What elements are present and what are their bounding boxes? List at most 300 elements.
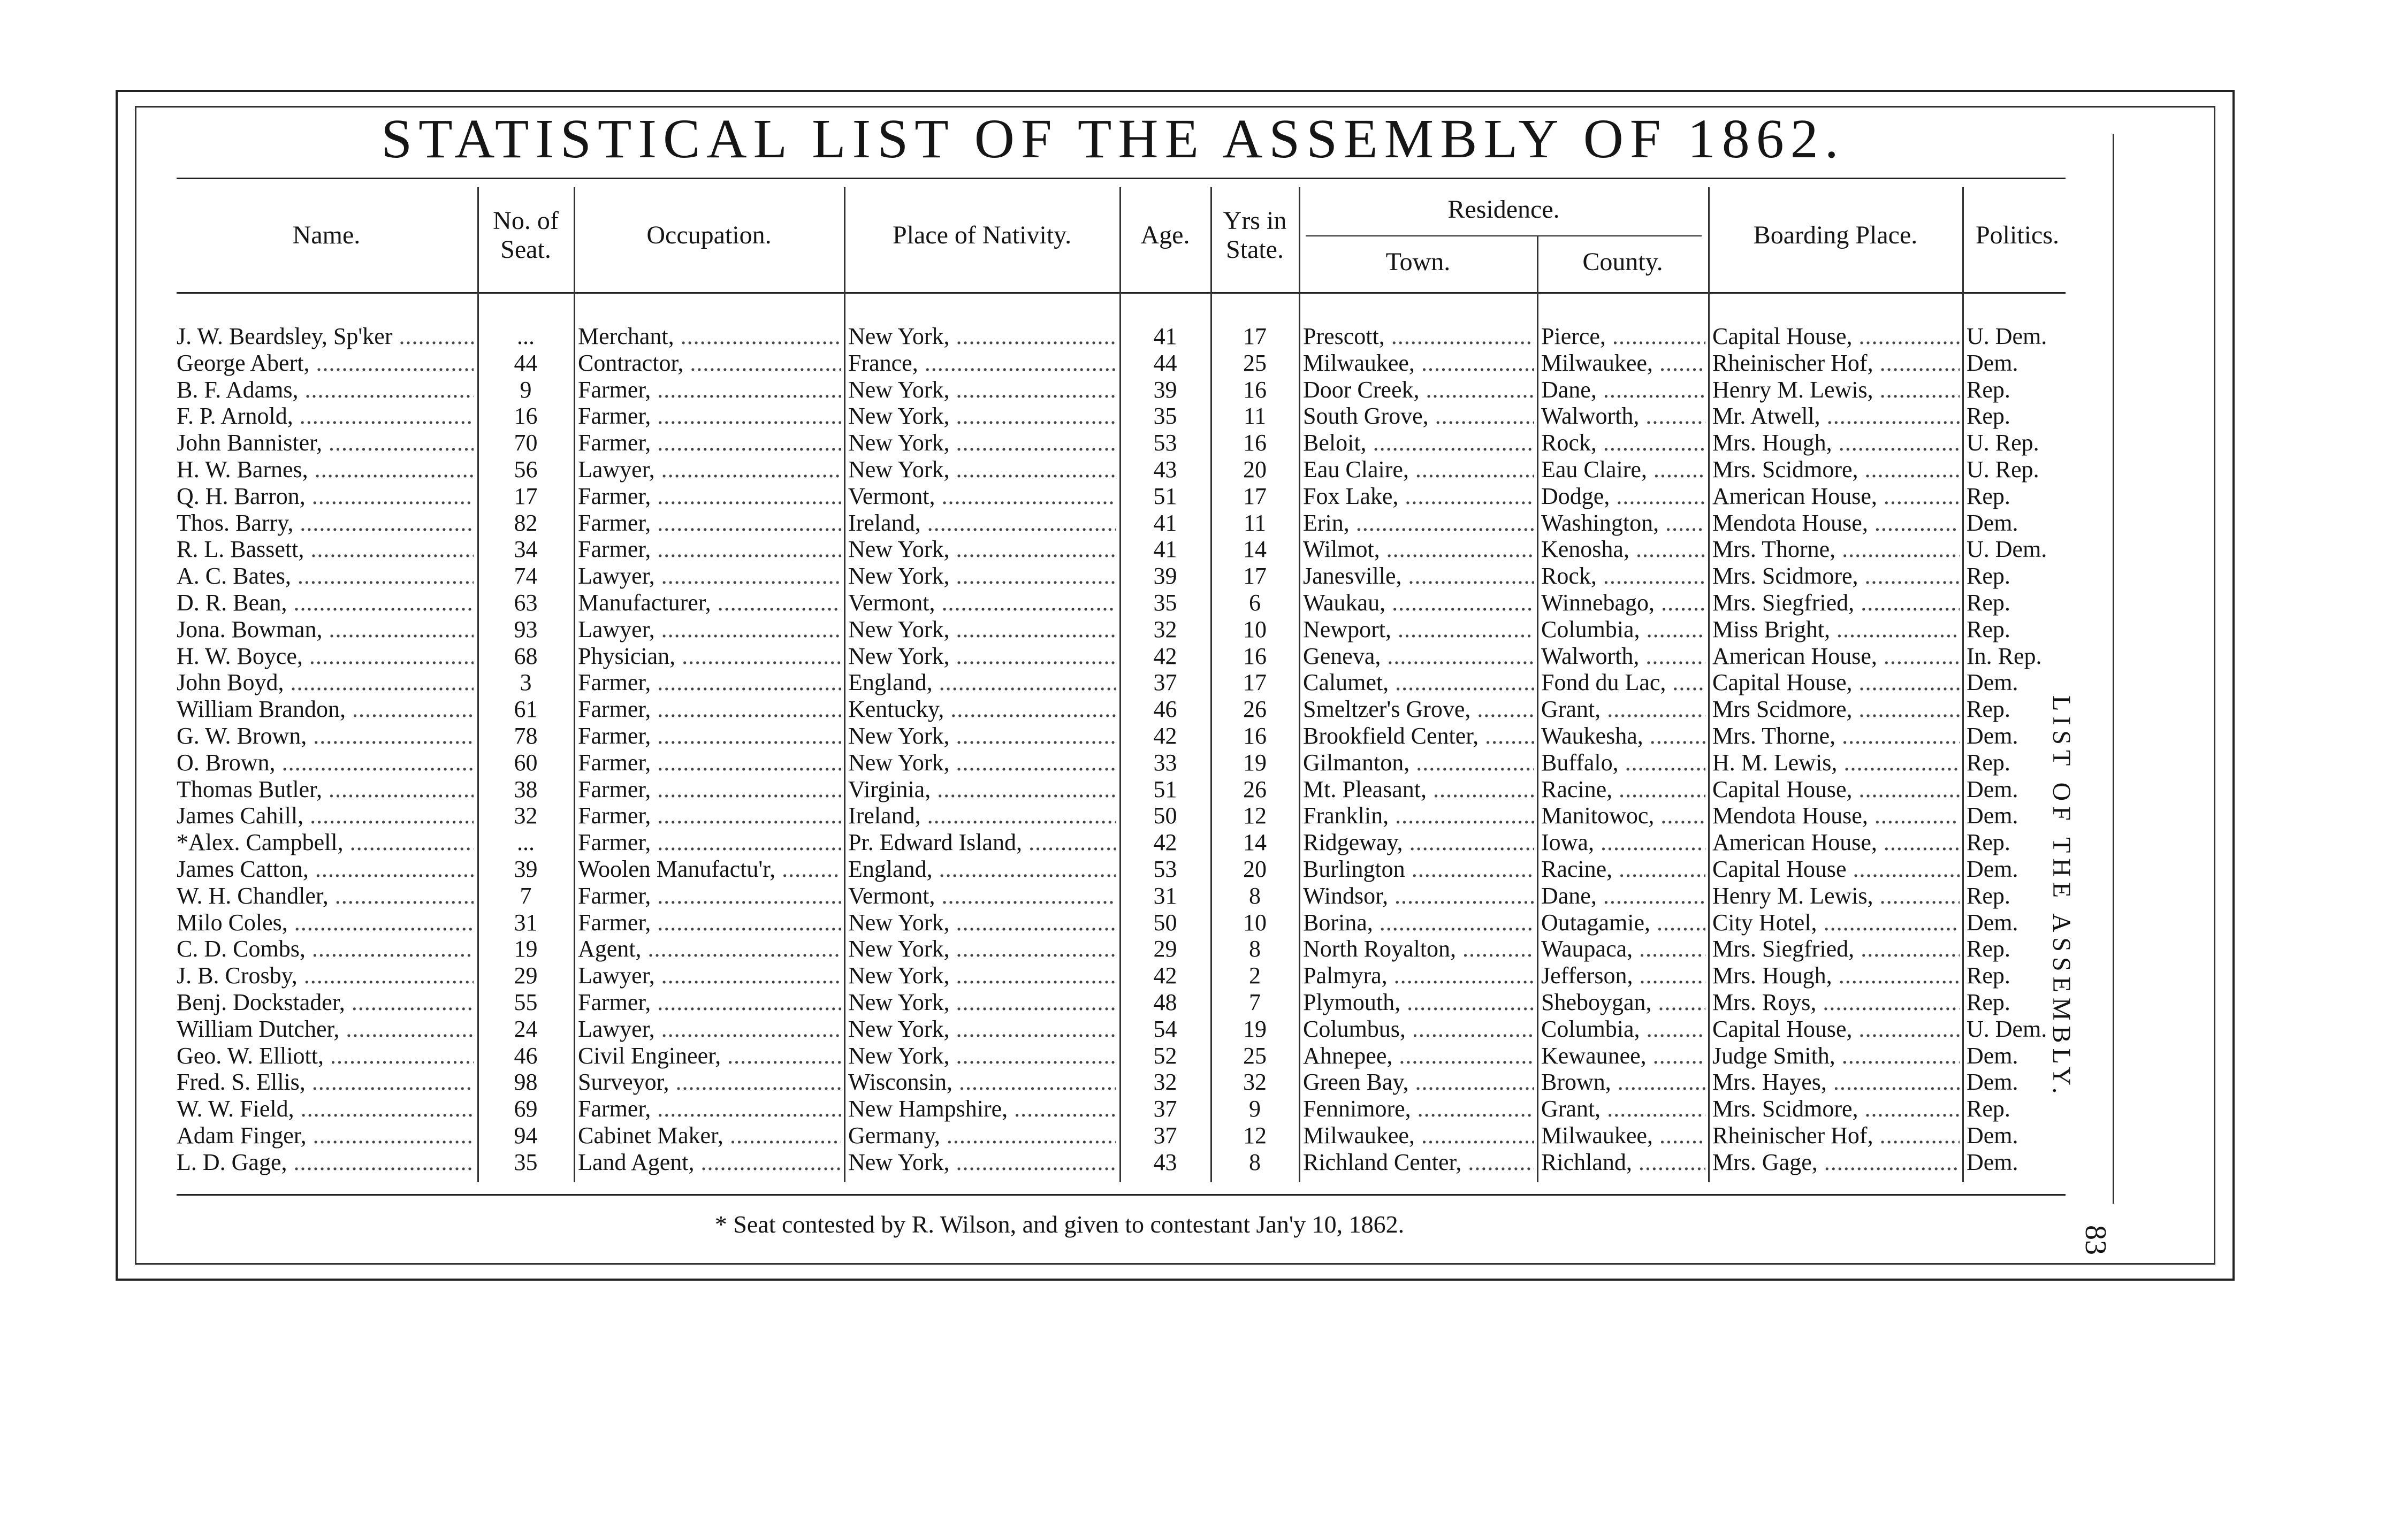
cell-county: Waupaca, .....: [1541, 936, 1705, 962]
cell-county: Racine, .....: [1541, 856, 1705, 883]
cell-town: Geneva, .....: [1303, 643, 1534, 670]
cell-boarding: Mrs. Gage, .....: [1712, 1149, 1960, 1176]
cell-age: 42: [1153, 643, 1177, 669]
cell-name: R. L. Bassett, .....: [177, 536, 474, 563]
cell-name: L. D. Gage, .....: [177, 1149, 474, 1176]
cell-occupation: Farmer, .....: [578, 909, 841, 936]
cell-name: H. W. Boyce, .....: [177, 643, 474, 670]
cell-boarding: H. M. Lewis, .....: [1712, 749, 1960, 776]
cell-name: James Cahill, .....: [177, 802, 474, 829]
cell-age: 39: [1153, 563, 1177, 589]
cell-town: Franklin, .....: [1303, 802, 1534, 829]
cell-politics: Dem.: [1967, 909, 2018, 936]
cell-politics: Rep.: [1967, 1096, 2010, 1122]
cell-nativity: New York, .....: [848, 643, 1116, 670]
cell-yrs: 16: [1243, 430, 1267, 456]
cell-nativity: Virginia, .....: [848, 776, 1116, 803]
cell-county: Walworth, .....: [1541, 643, 1705, 670]
cell-yrs: 17: [1243, 323, 1267, 349]
cell-nativity: New York, .....: [848, 749, 1116, 776]
cell-boarding: Henry M. Lewis, .....: [1712, 377, 1960, 403]
header-seat-line2: Seat.: [500, 235, 551, 264]
cell-boarding: Mrs. Scidmore, .....: [1712, 1096, 1960, 1122]
cell-town: Eau Claire, .....: [1303, 456, 1534, 483]
cell-nativity: France, .....: [848, 350, 1116, 377]
cell-occupation: Lawyer, .....: [578, 456, 841, 483]
cell-name: W. W. Field, .....: [177, 1096, 474, 1122]
cell-seat: 19: [514, 936, 538, 962]
cell-name: William Brandon, .....: [177, 696, 474, 723]
cell-yrs: 19: [1243, 1016, 1267, 1042]
cell-age: 33: [1153, 749, 1177, 776]
header-yrs-line2: State.: [1226, 235, 1284, 264]
column-rule: [1962, 187, 1964, 1182]
cell-nativity: New York, .....: [848, 403, 1116, 430]
cell-nativity: New York, .....: [848, 989, 1116, 1016]
cell-name: *Alex. Campbell, .....: [177, 829, 474, 856]
cell-nativity: New York, .....: [848, 563, 1116, 590]
cell-town: Smeltzer's Grove, .....: [1303, 696, 1534, 723]
cell-county: Manitowoc, .....: [1541, 802, 1705, 829]
cell-nativity: New York, .....: [848, 430, 1116, 456]
cell-occupation: Farmer, .....: [578, 883, 841, 909]
footnote: * Seat contested by R. Wilson, and given to contestant Jan'y 10, 1862.: [714, 1211, 1405, 1238]
title-rule: [177, 178, 2066, 179]
cell-politics: Dem.: [1967, 723, 2018, 749]
cell-yrs: 25: [1243, 350, 1267, 376]
cell-seat: 9: [520, 377, 532, 403]
cell-politics: Dem.: [1967, 1043, 2018, 1069]
cell-town: Fennimore, .....: [1303, 1096, 1534, 1122]
cell-nativity: New York, .....: [848, 723, 1116, 749]
cell-nativity: Pr. Edward Island, .....: [848, 829, 1116, 856]
cell-seat: 60: [514, 749, 538, 776]
cell-politics: Dem.: [1967, 350, 2018, 376]
cell-yrs: 8: [1249, 883, 1261, 909]
cell-nativity: New York, .....: [848, 962, 1116, 989]
column-rule: [844, 187, 845, 1182]
cell-occupation: Agent, .....: [578, 936, 841, 962]
cell-town: Plymouth, .....: [1303, 989, 1534, 1016]
cell-occupation: Farmer, .....: [578, 483, 841, 510]
cell-yrs: 10: [1243, 616, 1267, 642]
cell-politics: U. Dem.: [1967, 1016, 2047, 1042]
cell-seat: 16: [514, 403, 538, 429]
cell-occupation: Farmer, .....: [578, 510, 841, 537]
cell-county: Pierce, .....: [1541, 323, 1705, 350]
cell-age: 50: [1153, 802, 1177, 829]
cell-seat: 29: [514, 962, 538, 989]
cell-politics: Dem.: [1967, 1149, 2018, 1175]
cell-town: Calumet, .....: [1303, 669, 1534, 696]
cell-town: Door Creek, .....: [1303, 377, 1534, 403]
cell-occupation: Farmer, .....: [578, 430, 841, 456]
cell-county: Kenosha, .....: [1541, 536, 1705, 563]
cell-nativity: England, .....: [848, 856, 1116, 883]
cell-seat: 56: [514, 456, 538, 483]
cell-nativity: Vermont, .....: [848, 883, 1116, 909]
cell-yrs: 19: [1243, 749, 1267, 776]
cell-boarding: Mrs. Siegfried, .....: [1712, 590, 1960, 616]
cell-seat: 7: [520, 883, 532, 909]
cell-occupation: Farmer, .....: [578, 1096, 841, 1122]
cell-boarding: Judge Smith, .....: [1712, 1043, 1960, 1069]
cell-name: G. W. Brown, .....: [177, 723, 474, 749]
cell-name: D. R. Bean, .....: [177, 590, 474, 616]
cell-town: Janesville, .....: [1303, 563, 1534, 590]
cell-seat: ...: [517, 323, 535, 349]
cell-name: Jona. Bowman, .....: [177, 616, 474, 643]
cell-town: Milwaukee, .....: [1303, 1122, 1534, 1149]
residence-rule: [1306, 235, 1702, 236]
cell-seat: 34: [514, 536, 538, 562]
cell-name: O. Brown, .....: [177, 749, 474, 776]
cell-occupation: Farmer, .....: [578, 536, 841, 563]
cell-county: Columbia, .....: [1541, 1016, 1705, 1043]
cell-county: Dane, .....: [1541, 377, 1705, 403]
cell-age: 37: [1153, 669, 1177, 695]
cell-name: George Abert, .....: [177, 350, 474, 377]
cell-town: Waukau, .....: [1303, 590, 1534, 616]
cell-politics: Dem.: [1967, 1069, 2018, 1095]
cell-nativity: Germany, .....: [848, 1122, 1116, 1149]
cell-seat: 61: [514, 696, 538, 722]
header-politics: Politics.: [1975, 221, 2060, 249]
cell-boarding: Mrs. Thorne, .....: [1712, 536, 1960, 563]
cell-name: John Bannister, .....: [177, 430, 474, 456]
cell-town: Burlington .....: [1303, 856, 1534, 883]
cell-boarding: Mrs. Scidmore, .....: [1712, 563, 1960, 590]
cell-politics: Rep.: [1967, 883, 2010, 909]
cell-politics: Rep.: [1967, 749, 2010, 776]
cell-age: 41: [1153, 510, 1177, 536]
cell-politics: Dem.: [1967, 669, 2018, 695]
cell-occupation: Farmer, .....: [578, 989, 841, 1016]
cell-town: Green Bay, .....: [1303, 1069, 1534, 1096]
cell-nativity: Wisconsin, .....: [848, 1069, 1116, 1096]
cell-county: Racine, .....: [1541, 776, 1705, 803]
cell-yrs: 26: [1243, 696, 1267, 722]
cell-politics: Dem.: [1967, 802, 2018, 829]
cell-politics: Rep.: [1967, 590, 2010, 616]
cell-seat: 74: [514, 563, 538, 589]
cell-nativity: New York, .....: [848, 616, 1116, 643]
cell-county: Dodge, .....: [1541, 483, 1705, 510]
cell-politics: Rep.: [1967, 403, 2010, 429]
cell-occupation: Farmer, .....: [578, 723, 841, 749]
cell-town: Gilmanton, .....: [1303, 749, 1534, 776]
cell-age: 42: [1153, 723, 1177, 749]
page-number: 83: [2079, 1225, 2112, 1255]
cell-boarding: Mendota House, .....: [1712, 802, 1960, 829]
cell-yrs: 14: [1243, 829, 1267, 855]
column-rule: [477, 187, 479, 1182]
cell-town: North Royalton, .....: [1303, 936, 1534, 962]
cell-county: Eau Claire, .....: [1541, 456, 1705, 483]
cell-county: Outagamie, .....: [1541, 909, 1705, 936]
cell-occupation: Farmer, .....: [578, 829, 841, 856]
cell-yrs: 17: [1243, 669, 1267, 695]
cell-name: B. F. Adams, .....: [177, 377, 474, 403]
cell-county: Richland, .....: [1541, 1149, 1705, 1176]
running-side-title: LIST OF THE ASSEMBLY.: [2047, 695, 2076, 1099]
cell-seat: 70: [514, 430, 538, 456]
cell-boarding: Mrs. Hough, .....: [1712, 962, 1960, 989]
cell-age: 29: [1153, 936, 1177, 962]
cell-occupation: Farmer, .....: [578, 696, 841, 723]
cell-yrs: 20: [1243, 856, 1267, 882]
cell-occupation: Surveyor, .....: [578, 1069, 841, 1096]
cell-occupation: Physician, .....: [578, 643, 841, 670]
cell-seat: 68: [514, 643, 538, 669]
cell-occupation: Merchant, .....: [578, 323, 841, 350]
cell-name: F. P. Arnold, .....: [177, 403, 474, 430]
cell-politics: Rep.: [1967, 989, 2010, 1015]
cell-nativity: New York, .....: [848, 909, 1116, 936]
cell-county: Kewaunee, .....: [1541, 1043, 1705, 1069]
cell-age: 42: [1153, 962, 1177, 989]
cell-politics: Rep.: [1967, 483, 2010, 509]
column-rule: [1708, 187, 1710, 1182]
cell-town: Windsor, .....: [1303, 883, 1534, 909]
cell-county: Winnebago, .....: [1541, 590, 1705, 616]
cell-town: Beloit, .....: [1303, 430, 1534, 456]
cell-boarding: Mrs. Thorne, .....: [1712, 723, 1960, 749]
cell-politics: Rep.: [1967, 936, 2010, 962]
cell-town: Columbus, .....: [1303, 1016, 1534, 1043]
cell-boarding: Mrs. Scidmore, .....: [1712, 456, 1960, 483]
cell-name: William Dutcher, .....: [177, 1016, 474, 1043]
cell-town: Newport, .....: [1303, 616, 1534, 643]
cell-seat: 98: [514, 1069, 538, 1095]
cell-name: Q. H. Barron, .....: [177, 483, 474, 510]
cell-nativity: Vermont, .....: [848, 483, 1116, 510]
cell-boarding: American House, .....: [1712, 483, 1960, 510]
header-town: Town.: [1385, 248, 1451, 276]
cell-age: 50: [1153, 909, 1177, 936]
cell-occupation: Cabinet Maker, .....: [578, 1122, 841, 1149]
cell-politics: Rep.: [1967, 616, 2010, 642]
cell-county: Buffalo, .....: [1541, 749, 1705, 776]
cell-county: Washington, .....: [1541, 510, 1705, 537]
cell-seat: ...: [517, 829, 535, 855]
cell-name: Thos. Barry, .....: [177, 510, 474, 537]
cell-seat: 31: [514, 909, 538, 936]
cell-yrs: 8: [1249, 1149, 1261, 1175]
cell-politics: Rep.: [1967, 962, 2010, 989]
cell-county: Milwaukee, .....: [1541, 350, 1705, 377]
cell-nativity: New Hampshire, .....: [848, 1096, 1116, 1122]
cell-name: Milo Coles, .....: [177, 909, 474, 936]
header-age: Age.: [1140, 221, 1190, 249]
cell-age: 46: [1153, 696, 1177, 722]
cell-yrs: 16: [1243, 723, 1267, 749]
cell-age: 43: [1153, 1149, 1177, 1175]
cell-name: Geo. W. Elliott, .....: [177, 1043, 474, 1069]
cell-occupation: Farmer, .....: [578, 403, 841, 430]
cell-yrs: 14: [1243, 536, 1267, 562]
cell-age: 32: [1153, 616, 1177, 642]
cell-county: Dane, .....: [1541, 883, 1705, 909]
cell-county: Columbia, .....: [1541, 616, 1705, 643]
cell-occupation: Farmer, .....: [578, 669, 841, 696]
cell-yrs: 10: [1243, 909, 1267, 936]
cell-yrs: 17: [1243, 483, 1267, 509]
cell-boarding: American House, .....: [1712, 829, 1960, 856]
cell-town: Richland Center, .....: [1303, 1149, 1534, 1176]
cell-boarding: Capital House, .....: [1712, 669, 1960, 696]
cell-age: 53: [1153, 430, 1177, 456]
cell-age: 35: [1153, 403, 1177, 429]
page-title: STATISTICAL LIST OF THE ASSEMBLY OF 1862.: [381, 108, 1845, 170]
cell-boarding: Mrs. Siegfried, .....: [1712, 936, 1960, 962]
cell-town: Wilmot, .....: [1303, 536, 1534, 563]
cell-county: Fond du Lac, .....: [1541, 669, 1705, 696]
cell-age: 35: [1153, 590, 1177, 616]
cell-occupation: Farmer, .....: [578, 802, 841, 829]
cell-nativity: Kentucky, .....: [848, 696, 1116, 723]
cell-yrs: 16: [1243, 377, 1267, 403]
cell-boarding: Mrs. Roys, .....: [1712, 989, 1960, 1016]
cell-boarding: Mrs. Hayes, .....: [1712, 1069, 1960, 1096]
header-residence: Residence.: [1447, 195, 1560, 224]
cell-age: 54: [1153, 1016, 1177, 1042]
cell-nativity: New York, .....: [848, 936, 1116, 962]
cell-town: South Grove, .....: [1303, 403, 1534, 430]
cell-nativity: New York, .....: [848, 377, 1116, 403]
cell-name: J. B. Crosby, .....: [177, 962, 474, 989]
cell-occupation: Farmer, .....: [578, 776, 841, 803]
cell-seat: 63: [514, 590, 538, 616]
cell-politics: In. Rep.: [1967, 643, 2042, 669]
cell-seat: 44: [514, 350, 538, 376]
cell-occupation: Farmer, .....: [578, 377, 841, 403]
header-name: Name.: [292, 221, 361, 249]
cell-politics: U. Rep.: [1967, 456, 2039, 483]
cell-boarding: Capital House, .....: [1712, 323, 1960, 350]
cell-age: 37: [1153, 1096, 1177, 1122]
header-boarding: Boarding Place.: [1753, 221, 1918, 249]
cell-age: 42: [1153, 829, 1177, 855]
cell-politics: Dem.: [1967, 1122, 2018, 1149]
cell-age: 43: [1153, 456, 1177, 483]
cell-name: Thomas Butler, .....: [177, 776, 474, 803]
cell-name: W. H. Chandler, .....: [177, 883, 474, 909]
cell-politics: U. Dem.: [1967, 323, 2047, 349]
cell-occupation: Land Agent, .....: [578, 1149, 841, 1176]
cell-yrs: 8: [1249, 936, 1261, 962]
cell-seat: 69: [514, 1096, 538, 1122]
cell-seat: 39: [514, 856, 538, 882]
cell-county: Grant, .....: [1541, 696, 1705, 723]
cell-town: Prescott, .....: [1303, 323, 1534, 350]
cell-county: Sheboygan, .....: [1541, 989, 1705, 1016]
cell-yrs: 7: [1249, 989, 1261, 1015]
cell-name: Fred. S. Ellis, .....: [177, 1069, 474, 1096]
cell-county: Brown, .....: [1541, 1069, 1705, 1096]
cell-county: Rock, .....: [1541, 563, 1705, 590]
cell-politics: Rep.: [1967, 377, 2010, 403]
header-yrs-line1: Yrs in: [1223, 206, 1287, 235]
cell-seat: 46: [514, 1043, 538, 1069]
cell-age: 44: [1153, 350, 1177, 376]
cell-yrs: 11: [1243, 403, 1267, 429]
cell-yrs: 12: [1243, 1122, 1267, 1149]
cell-name: James Catton, .....: [177, 856, 474, 883]
header-occupation: Occupation.: [646, 221, 772, 249]
cell-name: Benj. Dockstader, .....: [177, 989, 474, 1016]
cell-occupation: Woolen Manufactu'r, .....: [578, 856, 841, 883]
header-nativity: Place of Nativity.: [892, 221, 1072, 249]
cell-occupation: Contractor, .....: [578, 350, 841, 377]
cell-name: C. D. Combs, .....: [177, 936, 474, 962]
cell-boarding: Capital House, .....: [1712, 776, 1960, 803]
cell-occupation: Lawyer, .....: [578, 563, 841, 590]
cell-nativity: Ireland, .....: [848, 802, 1116, 829]
cell-age: 41: [1153, 536, 1177, 562]
cell-boarding: Rheinischer Hof, .....: [1712, 1122, 1960, 1149]
cell-town: Ridgeway, .....: [1303, 829, 1534, 856]
cell-age: 52: [1153, 1043, 1177, 1069]
cell-seat: 24: [514, 1016, 538, 1042]
cell-town: Fox Lake, .....: [1303, 483, 1534, 510]
cell-county: Walworth, .....: [1541, 403, 1705, 430]
cell-seat: 82: [514, 510, 538, 536]
cell-nativity: New York, .....: [848, 1043, 1116, 1069]
cell-town: Mt. Pleasant, .....: [1303, 776, 1534, 803]
cell-boarding: City Hotel, .....: [1712, 909, 1960, 936]
cell-town: Brookfield Center, .....: [1303, 723, 1534, 749]
cell-yrs: 25: [1243, 1043, 1267, 1069]
cell-politics: Rep.: [1967, 696, 2010, 722]
cell-age: 51: [1153, 483, 1177, 509]
cell-occupation: Lawyer, .....: [578, 962, 841, 989]
cell-county: Rock, .....: [1541, 430, 1705, 456]
cell-name: J. W. Beardsley, Sp'ker .....: [177, 323, 474, 350]
side-column-rule: [2113, 134, 2114, 1204]
cell-yrs: 12: [1243, 802, 1267, 829]
cell-name: A. C. Bates, .....: [177, 563, 474, 590]
cell-nativity: New York, .....: [848, 1149, 1116, 1176]
cell-boarding: Mrs Scidmore, .....: [1712, 696, 1960, 723]
cell-nativity: Vermont, .....: [848, 590, 1116, 616]
cell-nativity: New York, .....: [848, 1016, 1116, 1043]
cell-yrs: 16: [1243, 643, 1267, 669]
cell-occupation: Civil Engineer, .....: [578, 1043, 841, 1069]
cell-boarding: Rheinischer Hof, .....: [1712, 350, 1960, 377]
cell-boarding: American House, .....: [1712, 643, 1960, 670]
cell-politics: Rep.: [1967, 563, 2010, 589]
cell-seat: 38: [514, 776, 538, 802]
cell-age: 31: [1153, 883, 1177, 909]
cell-seat: 3: [520, 669, 532, 695]
cell-politics: U. Dem.: [1967, 536, 2047, 562]
cell-yrs: 9: [1249, 1096, 1261, 1122]
cell-boarding: Miss Bright, .....: [1712, 616, 1960, 643]
cell-seat: 78: [514, 723, 538, 749]
cell-yrs: 20: [1243, 456, 1267, 483]
cell-name: H. W. Barnes, .....: [177, 456, 474, 483]
cell-town: Borina, .....: [1303, 909, 1534, 936]
column-rule: [1210, 187, 1212, 1182]
cell-age: 51: [1153, 776, 1177, 802]
cell-county: Waukesha, .....: [1541, 723, 1705, 749]
column-rule: [574, 187, 575, 1182]
cell-politics: Rep.: [1967, 829, 2010, 855]
cell-yrs: 32: [1243, 1069, 1267, 1095]
cell-yrs: 26: [1243, 776, 1267, 802]
cell-boarding: Mendota House, .....: [1712, 510, 1960, 537]
